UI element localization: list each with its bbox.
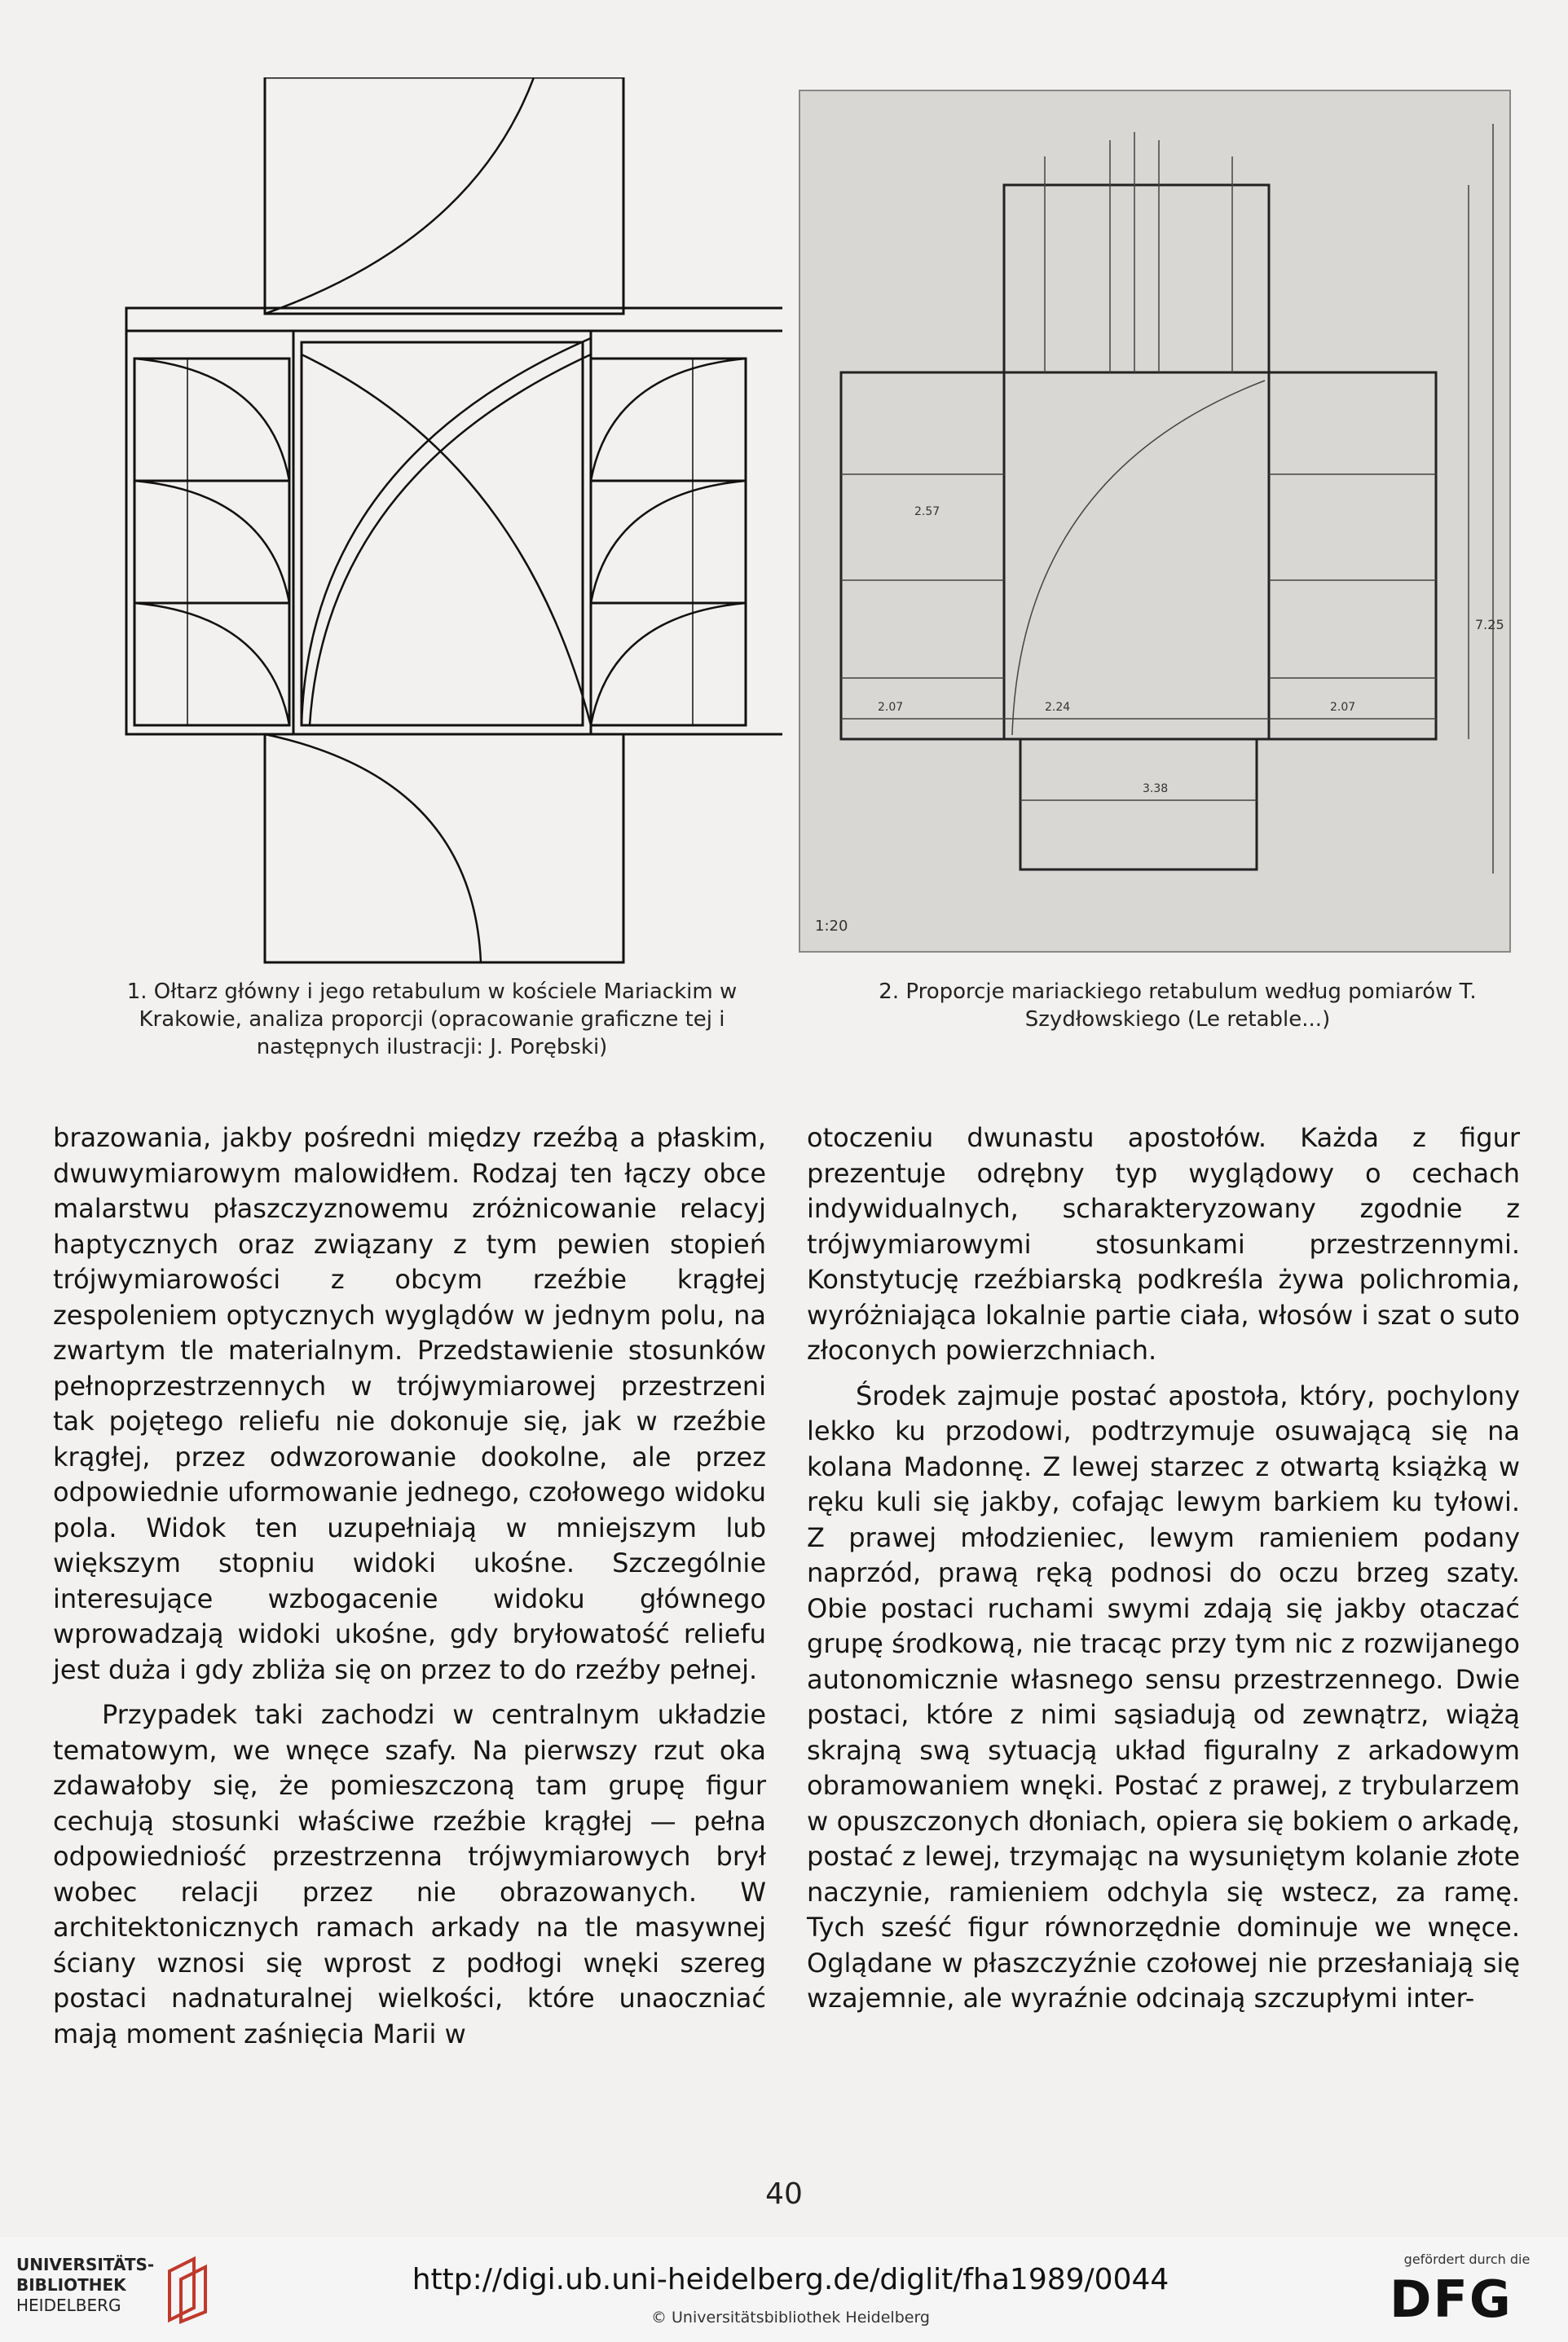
figure-2-caption: 2. Proporcje mariackiego retabulum według pomiarów T. Szydłowskiego (Le retable...) [879,980,1477,1032]
library-name-line3: HEIDELBERG [16,2296,121,2315]
paragraph: Przypadek taki zachodzi w centralnym układzie tematowym, we wnęce szafy. Na pierwszy rzut oka zdawałoby się, że pomieszczoną tam grupę figur cechują stosunki właściwe rzeźbie krągłej — pełna odpowiedniość przestrzenna trójwymiarowych brył wobec relacji przez nie obrazowanych. W architektonicznych ramach arkady na tle masywnej ściany wznosi się wprost z podłogi wnęki szereg postaci nadnaturalnej wielkości, które unaoczniać mają moment zaśnięcia Marii w [53,1699,766,2049]
retable-measurement-drawing [800,91,1509,951]
library-name-line1: UNIVERSITÄTS- [16,2255,155,2274]
dfg-logo: DFG [1390,2269,1513,2329]
digitization-footer [0,2237,1568,2342]
figure-1-proportion-diagram [65,77,782,970]
figure-2-measured-drawing [799,90,1511,953]
dimension-label-wing-right: 2.07 [1330,701,1356,714]
paragraph: Środek zajmuje postać apostoła, który, pochylony lekko ku przodowi, podtrzymuje osuwającą się na kolana Madonnę. Z lewej starzec z otwartą książką w ręku kuli się jakby, cofając lewym barkiem ku tyłowi. Z prawej młodzieniec, lewym ramieniem podany naprzód, prawą ręką podnosi do oczu brzeg szaty. Obie postaci ruchami swymi zdają się jakby otaczać grupę środkową, nie tracąc przy tym nic z rozwijanego autonomicznie własnego sensu przestrzennego. Dwie postaci, które z nimi sąsiadują od zewnątrz, wiążą skrajną swą sytuacją układ figuralny z arkadowym obramowaniem wnęki. Postać z prawej, z trybularzem w opuszczonych dłoniach, opiera się bokiem o arkadę, postać z lewej, trzymając na wysuniętym kolanie złote naczynie, ramieniem odchyla się wstecz, za ramę. Tych sześć figur równorzędnie dominuje we wnęce. Oglądane w płaszczyźnie czołowej nie przesłaniają się wzajemnie, ale wyraźnie odcinają szczupłymi inter- [807,1380,1520,2014]
dimension-label-center: 2.24 [1045,701,1071,714]
dimension-label-height: 7.25 [1475,617,1504,632]
dimension-label-predella: 3.38 [1143,782,1169,795]
copyright-notice: © Universitätsbibliothek Heidelberg [650,2309,930,2327]
dimension-label-wing-left: 2.07 [878,701,904,714]
library-emblem-icon [163,2255,212,2324]
source-url-link[interactable]: http://digi.ub.uni-heidelberg.de/diglit/fha1989/0044 [412,2263,1169,2296]
page-number: 40 [765,2177,803,2211]
library-name-line2: BIBLIOTHEK [16,2275,126,2295]
funding-note: gefördert durch die [1403,2252,1531,2267]
left-text-column [53,1120,766,2062]
scale-label: 1:20 [815,918,848,935]
paragraph: otoczeniu dwunastu apostołów. Każda z figur prezentuje odrębny typ wyglądowy o cechach indywidualnych, scharakteryzowany zgodnie z trójwymiarowymi stosunkami przestrzennymi. Konstytucję rzeźbiarską podkreśla żywa polichromia, wyróżniająca lokalnie partie ciała, włosów i szat o suto złoconych powierzchniach. [807,1122,1520,1366]
paragraph: brazowania, jakby pośredni między rzeźbą a płaskim, dwuwymiarowym malowidłem. Rodzaj ten łączy obce malarstwu płaszczyznowemu zróżnicowanie relacyj haptycznych oraz związany z tym pewien stopień trójwymiarowości z obcym rzeźbie krągłej zespoleniem optycznych wyglądów w jednym polu, na zwartym tle materialnym. Przedstawienie stosunków pełnoprzestrzennych w trójwymiarowej przestrzeni tak pojętego reliefu nie dokonuje się, jak w rzeźbie krągłej, przez odwzorowanie dookolne, ale przez odpowiednie uformowanie jednego, czołowego widoku pola. Widok ten uzupełniają w mniejszym lub większym stopniu widoki ukośne. Szczególnie interesujące wzbogacenie widoku głównego wprowadzają widoki ukośne, gdy bryłowatość reliefu jest duża i gdy zbliża się on przez to do rzeźby pełnej. [53,1122,766,1685]
dimension-label-wing: 2.57 [914,505,940,518]
library-logo [16,2255,212,2328]
retable-proportion-drawing [65,77,782,970]
figure-1-caption: 1. Ołtarz główny i jego retabulum w kościele Mariackim w Krakowie, analiza proporcji (opracowanie graficzne tej i następnych ilustracji: J. Porębski) [126,980,738,1059]
right-text-column [807,1120,1520,2027]
